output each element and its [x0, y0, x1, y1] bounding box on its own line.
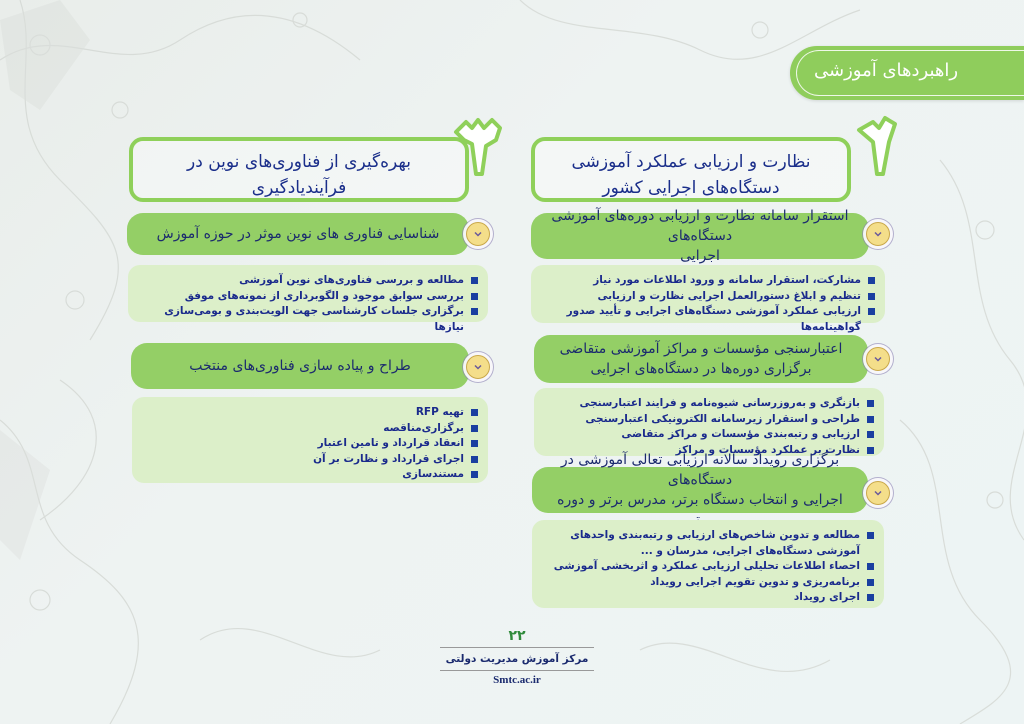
section-2-title-box [531, 137, 851, 202]
bullet-square-icon [867, 594, 874, 601]
chevron-down-icon[interactable] [466, 355, 490, 379]
section-3-group-2-heading [131, 343, 469, 389]
section-2-group-3-list [532, 520, 884, 608]
chapter-title: راهبردهای آموزشی [814, 60, 959, 81]
section-3-title-box [129, 137, 469, 202]
page-footer [432, 628, 602, 686]
page-number: ۲۲ [508, 628, 526, 644]
chevron-down-icon[interactable] [866, 481, 890, 505]
bullet-square-icon [471, 471, 478, 478]
list-item: مشارکت، استقرار سامانه و ورود اطلاعات مورد نیاز [541, 273, 875, 289]
heading-line: برگزاری دوره‌ها در دستگاه‌های اجرایی [590, 361, 812, 377]
section-2-group-1-heading [531, 208, 869, 264]
bullet-square-icon [867, 431, 874, 438]
section-2-group-1-list [531, 265, 885, 333]
bullet-square-icon [868, 277, 875, 284]
bullet-square-icon [867, 447, 874, 454]
list-item: اجرای قرارداد و نظارت بر آن [142, 452, 478, 468]
heading-line: اجرایی [680, 248, 720, 264]
section-2-group-3-heading [532, 452, 868, 513]
list-item: نظارت بر عملکرد مؤسسات و مراکز [544, 443, 874, 459]
heading-line: اجرایی و انتخاب دستگاه برتر، مدرس برتر و دوره [557, 492, 843, 508]
chapter-tab [790, 46, 1024, 100]
bullet-square-icon [867, 416, 874, 423]
bullet-square-icon [868, 293, 875, 300]
heading-line: شناسایی فناوری های نوین موثر در حوزه آموزش [156, 226, 440, 242]
section-3-number-glyph [452, 112, 504, 182]
bullet-square-icon [867, 400, 874, 407]
list-item: مطالعه و تدوین شاخص‌های ارزیابی و رتبه‌بندی واحدهای آموزشی دستگاه‌های اجرایی، مدرسان و ... [542, 528, 874, 559]
list-item: احصاء اطلاعات تحلیلی ارزیابی عملکرد و اثربخشی آموزشی [542, 559, 874, 575]
bullet-square-icon [471, 293, 478, 300]
section-3-title-line-2: فرآیندیادگیری [251, 178, 347, 198]
bullet-square-icon [471, 308, 478, 315]
section-2-title-line-2: دستگاه‌های اجرایی کشور [602, 178, 780, 198]
section-3-title-line-1: بهره‌گیری از فناوری‌های نوین در [187, 152, 411, 172]
list-item: مطالعه و بررسی فناوری‌های نوین آموزشی [138, 273, 478, 289]
section-2-group-2-heading [534, 335, 868, 383]
list-item: برنامه‌ریزی و تدوین تقویم اجرایی رویداد [542, 575, 874, 591]
bullet-square-icon [867, 579, 874, 586]
list-item: برگزاری جلسات کارشناسی جهت الویت‌بندی و بومی‌سازی نیازها [138, 304, 478, 335]
section-3-group-1-list [128, 265, 488, 333]
organization-name: مرکز آموزش مدیریت دولتی [445, 653, 589, 665]
heading-line: استقرار سامانه نظارت و ارزیابی دوره‌های آموزشی دستگاه‌های [551, 208, 849, 244]
list-item: بررسی سوابق موجود و الگوبرداری از نمونه‌های موفق [138, 289, 478, 305]
section-2-number-glyph [853, 112, 901, 182]
footer-divider [440, 647, 594, 648]
heading-line: اعتبارسنجی مؤسسات و مراکز آموزشی متقاضی [559, 341, 843, 357]
list-item: بازنگری و به‌روزرسانی شیوه‌نامه و فرایند اعتبارسنجی [544, 396, 874, 412]
section-3-group-1-heading [127, 213, 469, 255]
chevron-down-icon[interactable] [866, 222, 890, 246]
section-2-title-line-1: نظارت و ارزیابی عملکرد آموزشی [571, 152, 811, 172]
list-item: تهیه RFP [142, 405, 478, 421]
list-item: طراحی و استقرار زیرسامانه الکترونیکی اعتبارسنجی [544, 412, 874, 428]
heading-line: برگزاری رویداد سالانه ارزیابی تعالی آموزشی در دستگاه‌های [560, 452, 840, 488]
chevron-down-icon[interactable] [466, 222, 490, 246]
list-item: اجرای رویداد [542, 590, 874, 606]
heading-line: طراح و پیاده سازی فناوری‌های منتخب [189, 358, 411, 374]
bullet-square-icon [867, 563, 874, 570]
list-item: مستندسازی [142, 467, 478, 483]
list-item: انعقاد قرارداد و تامین اعتبار [142, 436, 478, 452]
section-3-group-2-list [132, 397, 488, 483]
list-item: برگزاری‌مناقصه [142, 421, 478, 437]
bullet-square-icon [471, 277, 478, 284]
bullet-square-icon [471, 409, 478, 416]
bullet-square-icon [471, 425, 478, 432]
bullet-square-icon [868, 308, 875, 315]
list-item: ارزیابی عملکرد آموزشی دستگاه‌های اجرایی و تأیید صدور گواهینامه‌ها [541, 304, 875, 335]
section-2-group-2-list [534, 388, 884, 456]
chevron-down-icon[interactable] [866, 347, 890, 371]
bullet-square-icon [867, 532, 874, 539]
bullet-square-icon [471, 440, 478, 447]
list-item: تنظیم و ابلاغ دستورالعمل اجرایی نظارت و ارزیابی [541, 289, 875, 305]
bullet-square-icon [471, 456, 478, 463]
list-item: ارزیابی و رتبه‌بندی مؤسسات و مراکز متقاضی [544, 427, 874, 443]
footer-divider [440, 670, 594, 671]
website-link[interactable]: Smtc.ac.ir [493, 674, 541, 686]
